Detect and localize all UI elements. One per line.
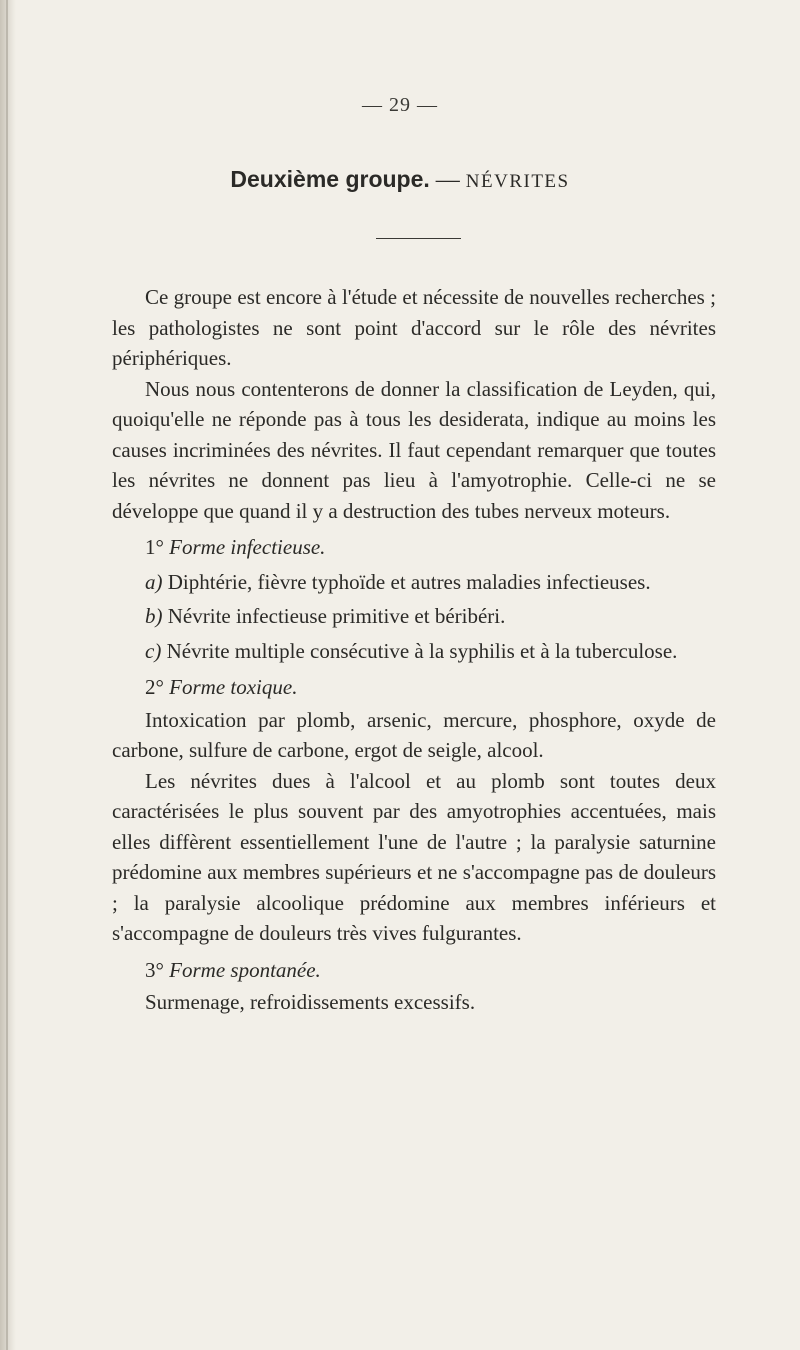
form-2-number: 2° <box>145 675 164 699</box>
page-number: — 29 — <box>362 94 438 116</box>
intro-paragraph-1: Ce groupe est encore à l'étude et nécessite de nouvelles recherches ; les pathologistes ne sont point d'accord sur le rôle des névrites périphériques. <box>112 285 716 370</box>
item-letter: c) <box>145 638 162 663</box>
text-body <box>112 282 716 1018</box>
item-text: Diphtérie, fièvre typhoïde et autres maladies infectieuses. <box>167 569 651 594</box>
form-3-heading <box>112 955 716 986</box>
form-2-paragraph-2: Les névrites dues à l'alcool et au plomb sont toutes deux caractérisées le plus souvent par des amyotrophies accentuées, mais elles diffèrent essentiellement l'une de l'autre ; la paralysie saturnine prédomine aux membres supérieurs et ne s'accompagne pas de douleurs ; la paralysie alcoolique prédomine aux membres inférieurs et s'accompagne de douleurs très vives fulgurantes. <box>112 768 716 945</box>
form-2-heading <box>112 672 716 703</box>
heading-group-title: Deuxième groupe. <box>230 166 430 192</box>
item-letter: a) <box>145 569 163 594</box>
form-1-item-a <box>112 567 716 598</box>
section-heading <box>0 164 800 197</box>
page-edge-shadow <box>0 0 16 1350</box>
form-2-title: Forme toxique. <box>169 675 298 699</box>
form-1-item-c <box>112 636 716 667</box>
item-letter: b) <box>145 604 163 628</box>
form-1-number: 1° <box>145 535 164 559</box>
item-text: Névrite infectieuse primitive et béribéri. <box>167 604 506 628</box>
form-1-item-b <box>112 601 716 632</box>
heading-topic: NÉVRITES <box>465 171 570 192</box>
form-3-paragraph-1: Surmenage, refroidissements excessifs. <box>145 990 476 1014</box>
form-1-heading <box>112 532 716 563</box>
intro-paragraph-2: Nous nous contenterons de donner la classification de Leyden, qui, quoiqu'elle ne réponde pas à tous les desiderata, indique au moins les causes incriminées des névrites. Il faut cependant remarquer que toutes les névrites ne donnent pas lieu à l'amyotrophie. Celle-ci ne se développe que quand il y a destruction des tubes nerveux moteurs. <box>112 376 716 523</box>
form-2-paragraph-1: Intoxication par plomb, arsenic, mercure, phosphore, oxyde de carbone, sulfure de carbone, ergot de seigle, alcool. <box>112 707 716 762</box>
form-3-number: 3° <box>145 957 164 982</box>
heading-separator: — <box>429 167 466 193</box>
page-binding-line <box>6 0 8 1350</box>
heading-divider <box>376 238 461 239</box>
form-1-title: Forme infectieuse. <box>169 535 326 559</box>
form-3-title: Forme spontanée. <box>169 957 321 982</box>
item-text: Névrite multiple consécutive à la syphilis et à la tuberculose. <box>166 638 678 663</box>
